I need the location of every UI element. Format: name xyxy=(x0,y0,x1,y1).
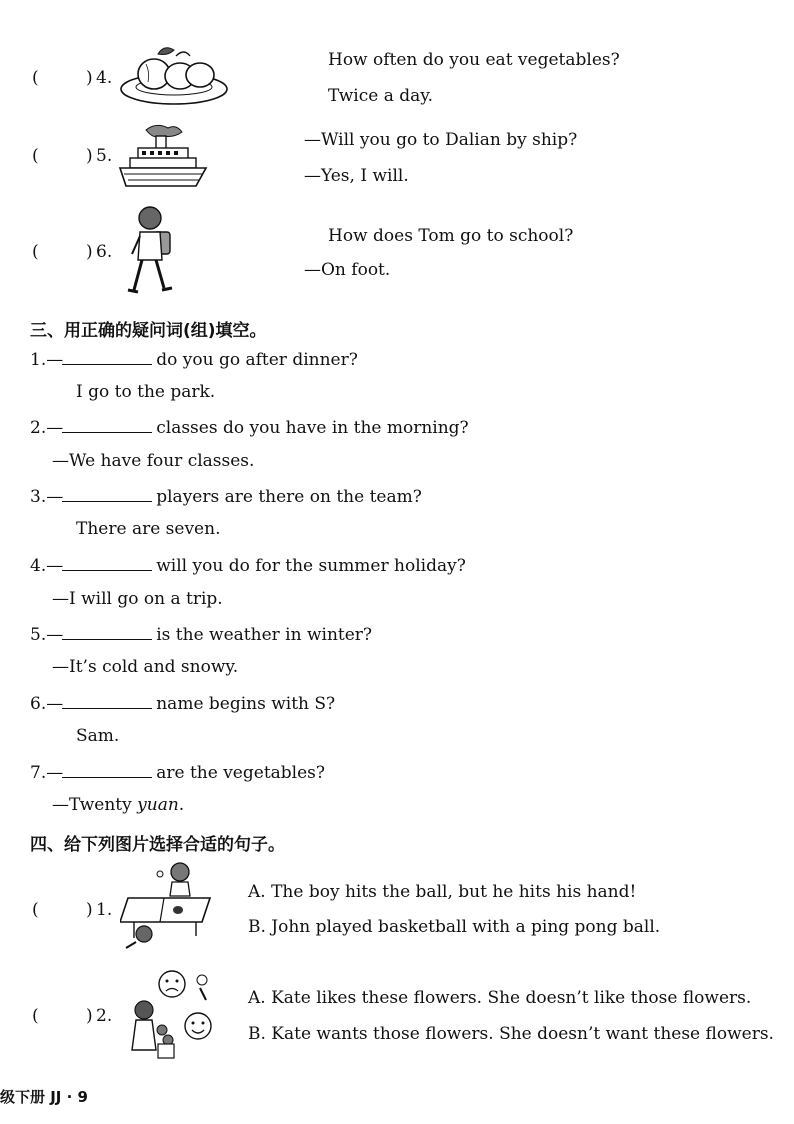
option-a[interactable]: A. The boy hits the ball, but he hits his hand! xyxy=(248,882,637,902)
answer-text: —On foot. xyxy=(304,260,391,280)
option-b[interactable]: B. Kate wants those flowers. She doesn’t want these flowers. xyxy=(248,1024,774,1044)
option-b[interactable]: B. John played basketball with a ping pong ball. xyxy=(248,917,661,937)
question-text: How often do you eat vegetables? xyxy=(328,50,620,70)
answer-paren-close: ) xyxy=(86,146,93,166)
answer-blank[interactable] xyxy=(62,623,152,640)
item-number: 7. xyxy=(30,763,47,783)
question-text: classes do you have in the morning? xyxy=(156,418,469,438)
question-text: How does Tom go to school? xyxy=(328,226,574,246)
answer-paren-close: ) xyxy=(86,900,93,920)
fill-question-4: 4.— will you do for the summer holiday? xyxy=(30,556,466,576)
item-number: 2. xyxy=(96,1006,113,1026)
ship-icon xyxy=(116,122,212,190)
answer-blank[interactable] xyxy=(62,554,152,571)
option-a[interactable]: A. Kate likes these flowers. She doesn’t like those flowers. xyxy=(248,988,752,1008)
fill-question-6: 6.— name begins with S? xyxy=(30,694,336,714)
fill-question-3: 3.— players are there on the team? xyxy=(30,487,422,507)
answer-text: Twice a day. xyxy=(328,86,434,106)
answer-paren-open: ( xyxy=(32,242,39,262)
question-text: are the vegetables? xyxy=(156,763,325,783)
fill-question-1: 1.— do you go after dinner? xyxy=(30,350,358,370)
answer-blank[interactable] xyxy=(62,348,152,365)
fill-answer-4: —I will go on a trip. xyxy=(52,589,223,609)
item-number: 3. xyxy=(30,487,47,507)
walking-boy-icon xyxy=(120,204,180,298)
ping-pong-icon xyxy=(120,858,216,950)
item-number: 4. xyxy=(30,556,47,576)
item-number: 5. xyxy=(30,625,47,645)
question-text: is the weather in winter? xyxy=(156,625,373,645)
item-number: 5. xyxy=(96,146,113,166)
fill-answer-6: Sam. xyxy=(76,726,120,746)
fill-question-2: 2.— classes do you have in the morning? xyxy=(30,418,469,438)
fill-answer-5: —It’s cold and snowy. xyxy=(52,657,239,677)
fill-question-5: 5.— is the weather in winter? xyxy=(30,625,373,645)
fill-answer-3: There are seven. xyxy=(76,519,221,539)
page-footer: 级下册 JJ · 9 xyxy=(0,1088,88,1106)
item-number: 1. xyxy=(30,350,47,370)
section-3-title: 三、用正确的疑问词(组)填空。 xyxy=(30,321,267,341)
answer-paren-open: ( xyxy=(32,68,39,88)
answer-blank[interactable] xyxy=(62,692,152,709)
item-number: 4. xyxy=(96,68,113,88)
answer-paren-open: ( xyxy=(32,900,39,920)
answer-paren-close: ) xyxy=(86,68,93,88)
section-4-title: 四、给下列图片选择合适的句子。 xyxy=(30,835,285,855)
question-text: do you go after dinner? xyxy=(156,350,358,370)
fill-answer-1: I go to the park. xyxy=(76,382,216,402)
fill-question-7: 7.— are the vegetables? xyxy=(30,763,325,783)
answer-paren-close: ) xyxy=(86,242,93,262)
item-number: 6. xyxy=(96,242,113,262)
answer-paren-open: ( xyxy=(32,1006,39,1026)
answer-paren-close: ) xyxy=(86,1006,93,1026)
answer-blank[interactable] xyxy=(62,761,152,778)
fill-answer-2: —We have four classes. xyxy=(52,451,255,471)
fruit-plate-icon xyxy=(118,42,230,108)
question-text: players are there on the team? xyxy=(156,487,422,507)
item-number: 2. xyxy=(30,418,47,438)
item-number: 6. xyxy=(30,694,47,714)
answer-text: —Yes, I will. xyxy=(304,166,409,186)
question-text: name begins with S? xyxy=(156,694,336,714)
question-text: —Will you go to Dalian by ship? xyxy=(304,130,578,150)
girl-flowers-icon xyxy=(122,966,222,1062)
answer-paren-open: ( xyxy=(32,146,39,166)
fill-answer-7: —Twenty yuan. xyxy=(52,795,185,815)
item-number: 1. xyxy=(96,900,113,920)
answer-blank[interactable] xyxy=(62,485,152,502)
question-text: will you do for the summer holiday? xyxy=(156,556,466,576)
answer-blank[interactable] xyxy=(62,416,152,433)
